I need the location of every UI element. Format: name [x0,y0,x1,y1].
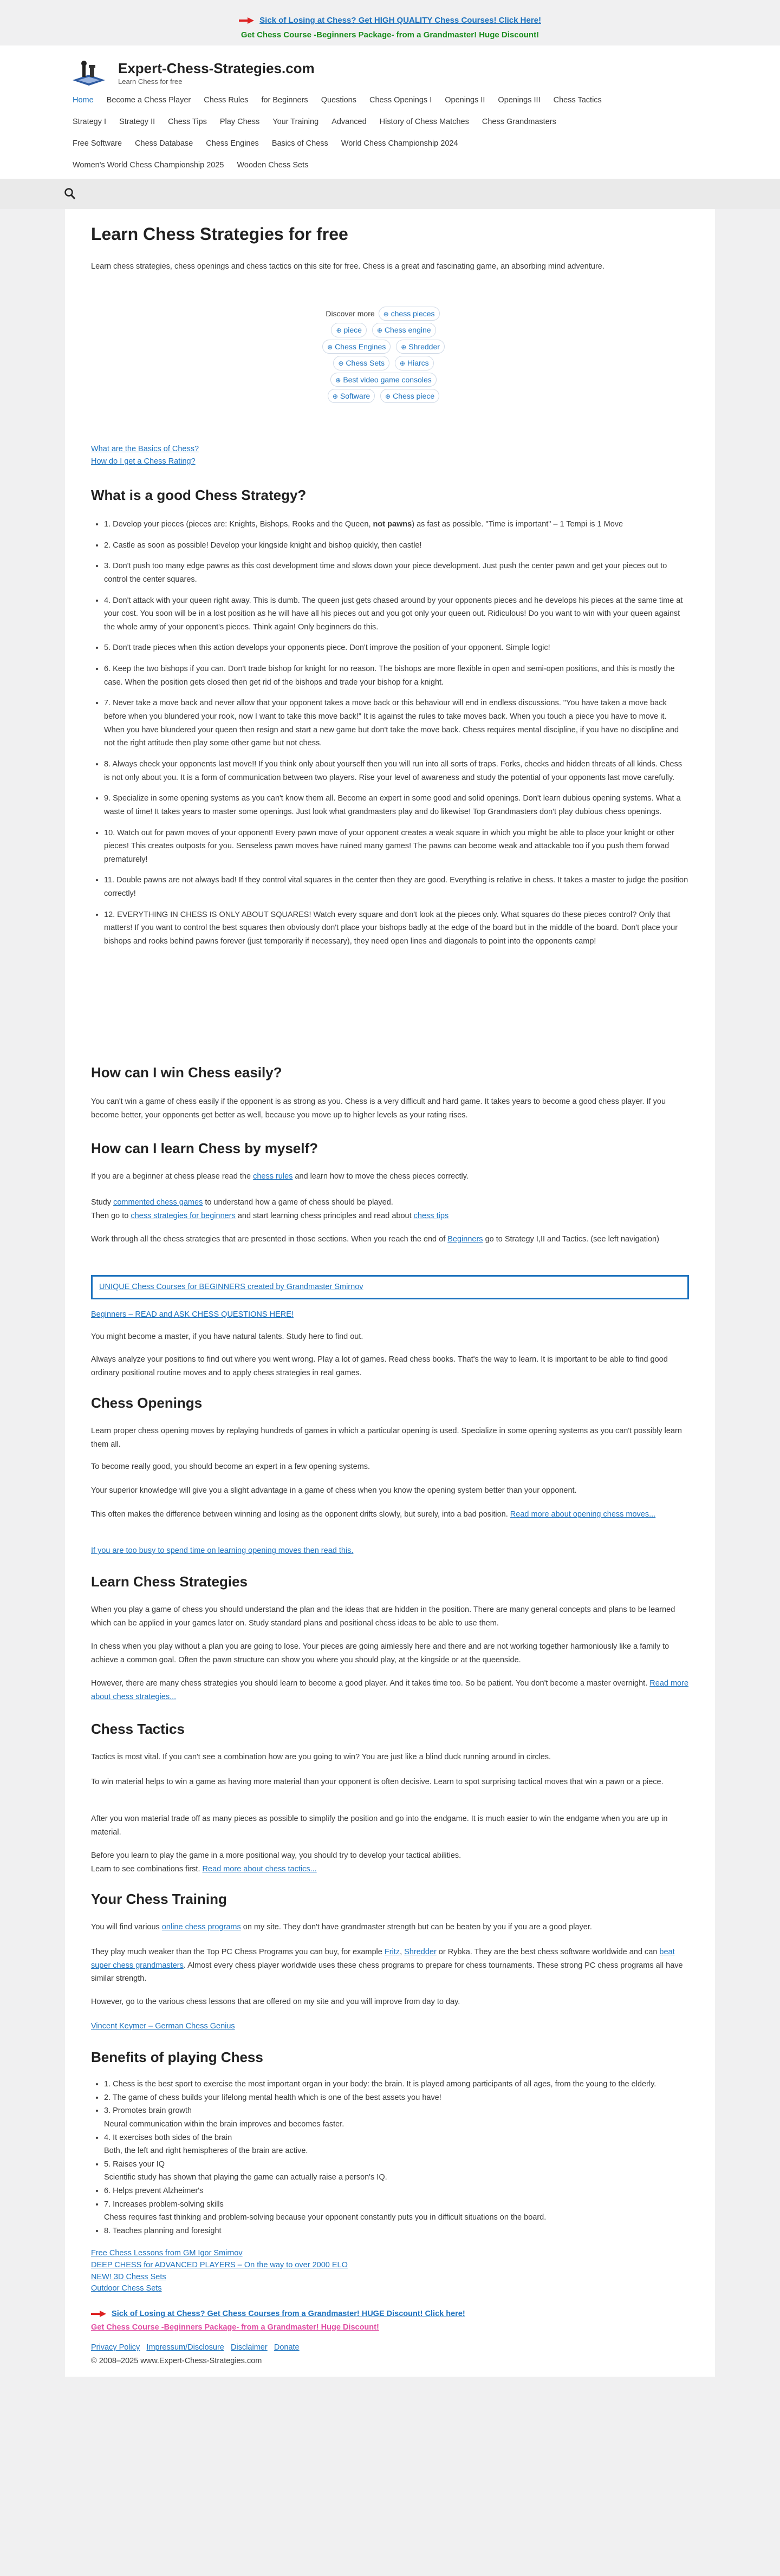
discover-chip[interactable]: ⊕ chess pieces [379,307,440,321]
nav-item-chess-database[interactable]: Chess Database [135,139,193,148]
list-item: • 1. Develop your pieces (pieces are: Knights, Bishops, Rooks and the Queen, not pawns) as fast as possible. "Time is important" – 1 Tempi is 1 Move [104,518,689,531]
strategies-p1: When you play a game of chess you should understand the plan and the ideas that are hidden in the position. There are many general concepts and plans to be learned which can be applied in your games later on. Study standard plans and positional chess ideas to be able to use them. [91,1605,675,1628]
openings-heading: Chess Openings [91,1395,203,1411]
bottom-links [91,2248,348,2295]
red-arrow-icon [91,2311,106,2317]
nav-item-questions[interactable]: Questions [321,96,356,105]
list-item: • 3. Don't push too many edge pawns as this cost development time and slows down your piece development. Just push the center pawn and get your pieces out to control the center squares. [104,560,689,586]
discover-more-label: Discover more [326,309,375,318]
strategies-p2: In chess when you play without a plan you are going to lose. Your pieces are going aimlessly here and there and are not working together harmoniously like a family to achieve a common goal. Often the pawn structure can show you where you should play, at the kingside or at the queenside. [91,1642,670,1664]
chess-strategies-link[interactable]: Read more about chess strategies... [91,1679,689,1701]
site-title[interactable]: Expert-Chess-Strategies.com [118,60,315,76]
nav-item-openings-3[interactable]: Openings III [498,96,541,105]
learn-myself-p1: If you are a beginner at chess please read the chess rules and learn how to move the chess pieces correctly. [91,1172,469,1181]
commented-games-link[interactable]: commented chess games [113,1198,203,1207]
chess-tactics-link[interactable]: Read more about chess tactics... [202,1864,317,1874]
nav-item-become-chess-player[interactable]: Become a Chess Player [106,96,191,105]
discover-chip[interactable]: ⊕ piece [331,323,367,337]
quick-links [91,443,199,468]
list-item: • 5. Don't trade pieces when this action develops your opponents piece. Don't improve the position of your opponent. Simple logic! [104,641,689,655]
bottom-promo-beginners-link[interactable]: Get Chess Course -Beginners Package- from a Grandmaster! Huge Discount! [91,2323,379,2332]
intro-text: Learn chess strategies, chess openings and chess tactics on this site for free. Chess is a great and fascinating game, an absorbing mind adventure. [91,262,604,271]
beginner-course-link[interactable]: UNIQUE Chess Courses for BEGINNERS created by Grandmaster Smirnov [99,1283,363,1291]
chess-rules-link[interactable]: chess rules [253,1172,293,1181]
site-header [0,45,780,179]
main-navigation [66,90,716,177]
tactics-heading: Chess Tactics [91,1721,185,1737]
win-chess-text: You can't win a game of chess easily if the opponent is as strong as you. Chess is a very difficult and hard game. It takes years to become a good chess player. If you become better, your opponents get better as well, because you move up to higher levels as your rating rises. [91,1097,666,1120]
nav-row-4 [66,155,716,177]
beat-grandmasters-link[interactable]: beat super chess grandmasters [91,1948,675,1970]
openings-p2: To become really good, you should become an expert in a few opening systems. [91,1462,370,1471]
nav-item-grandmasters[interactable]: Chess Grandmasters [482,118,556,127]
list-item: • 6. Keep the two bishops if you can. Don't trade bishop for knight for no reason. The bishops are more flexible in open and semi-open positions, and this is mostly the case. When the position gets closed then get rid of the bishops and trade your bishop for a knight. [104,662,689,689]
keymer-link[interactable]: Vincent Keymer – German Chess Genius [91,2022,235,2031]
nav-item-strategy-1[interactable]: Strategy I [73,118,107,127]
nav-item-free-software[interactable]: Free Software [73,139,122,148]
busy-openings-link[interactable]: If you are too busy to spend time on learning opening moves then read this. [91,1546,354,1555]
nav-item-for-beginners[interactable]: for Beginners [261,96,308,105]
beginners-link[interactable]: Beginners [447,1235,483,1244]
bottom-promo-courses-link[interactable]: Sick of Losing at Chess? Get Chess Courses from a Grandmaster! HUGE Discount! Click here! [112,2310,465,2318]
list-item: • 1. Chess is the best sport to exercise the most important organ in your body: the brain. It is played among participants of all ages, from the young to the elderly. [104,2078,689,2091]
top-promo-banner [0,0,780,45]
chess-tips-link[interactable]: chess tips [413,1211,449,1220]
discover-chip[interactable]: ⊕ Chess Sets [333,356,389,370]
chess-board-logo-icon [70,60,107,87]
list-item: • 9. Specialize in some opening systems as you can't know them all. Become an expert in some good and solid openings. Don't learn dubious opening systems. What a waste of time! It takes years to master some openings. Just look what grandmasters play and do likewise! Top Grandmasters don't play dubious chess openings. [104,792,689,818]
search-bar [0,179,780,209]
free-lessons-link[interactable]: Free Chess Lessons from GM Igor Smirnov [91,2249,243,2258]
privacy-policy-link[interactable]: Privacy Policy [91,2343,140,2352]
deep-chess-link[interactable]: DEEP CHESS for ADVANCED PLAYERS – On the way to over 2000 ELO [91,2260,348,2269]
nav-item-chess-tips[interactable]: Chess Tips [168,118,207,127]
discover-chip[interactable]: ⊕ Chess Engines [322,340,391,354]
discover-chip[interactable]: ⊕ Shredder [396,340,445,354]
list-item: • 7. Increases problem-solving skills Chess requires fast thinking and problem-solving because your opponent constantly puts you in difficult situations on the board. [104,2198,689,2224]
nav-item-history-matches[interactable]: History of Chess Matches [379,118,469,127]
benefits-heading: Benefits of playing Chess [91,2049,263,2065]
nav-item-basics-of-chess[interactable]: Basics of Chess [271,139,328,148]
become-master-text: You might become a master, if you have natural talents. Study here to find out. [91,1332,363,1341]
basics-of-chess-link[interactable]: What are the Basics of Chess? [91,445,199,453]
search-icon[interactable] [64,187,76,200]
footer-links [91,2341,304,2354]
shredder-link[interactable]: Shredder [404,1948,437,1956]
nav-item-openings-2[interactable]: Openings II [445,96,485,105]
discover-chip[interactable]: ⊕ Chess engine [372,323,436,337]
training-p1: You will find various online chess programs on my site. They don't have grandmaster strength but can be beaten by you if you are a good player. [91,1923,592,1931]
strategies-beginners-link[interactable]: chess strategies for beginners [131,1211,236,1220]
nav-row-3 [66,133,716,155]
site-tagline: Learn Chess for free [118,77,183,86]
nav-item-chess-rules[interactable]: Chess Rules [204,96,249,105]
nav-item-your-training[interactable]: Your Training [272,118,319,127]
brand[interactable] [70,60,315,87]
discover-chip[interactable]: ⊕ Best video game consoles [330,373,437,387]
disclaimer-link[interactable]: Disclaimer [231,2343,268,2352]
page-title: Learn Chess Strategies for free [91,224,348,244]
list-item: • 4. It exercises both sides of the brain Both, the left and right hemispheres of the brain are active. [104,2131,689,2158]
nav-item-womens-championship-2025[interactable]: Women's World Chess Championship 2025 [73,161,224,170]
list-item: • 2. The game of chess builds your lifelong mental health which is one of the best assets you have! [104,2091,689,2105]
online-programs-link[interactable]: online chess programs [161,1923,241,1931]
nav-item-home[interactable]: Home [73,96,94,105]
list-item: • 8. Teaches planning and foresight [104,2224,689,2238]
list-item: • 3. Promotes brain growth Neural communication within the brain improves and becomes faster. [104,2104,689,2131]
list-item: • 11. Double pawns are not always bad! If they control vital squares in the center then they are good. Everything is relative in chess. It takes a master to judge the position correctly! [104,874,689,900]
openings-p1: Learn proper chess opening moves by replaying hundreds of games in which a particular opening is used. Specialize in some opening systems as you can't possibly learn them all. [91,1427,682,1449]
tactics-p3: After you won material trade off as many pieces as possible to simplify the position and go into the endgame. It is much easier to win the endgame when you are up in material. [91,1814,668,1837]
nav-item-wooden-chess-sets[interactable]: Wooden Chess Sets [237,161,309,170]
benefits-list [91,2078,689,2238]
list-item: • 12. EVERYTHING IN CHESS IS ONLY ABOUT SQUARES! Watch every square and don't look at the pieces only. What squares do these pieces control? Only that matters! If you want to control the best squares then obviously don't place your bishops badly at the edge of the board but in the middle of the board. Don't place your bishops and rooks behind pawns forever (just temporarily if necessary), they need open lines and diagonals to point into the opponents camp! [104,908,689,948]
nav-item-advanced[interactable]: Advanced [332,118,367,127]
opening-moves-link[interactable]: Read more about opening chess moves... [510,1510,656,1519]
copyright: © 2008–2025 www.Expert-Chess-Strategies.com [91,2357,262,2365]
nav-item-world-championship-2024[interactable]: World Chess Championship 2024 [341,139,458,148]
fritz-link[interactable]: Fritz [384,1948,400,1956]
list-item: • 8. Always check your opponents last move!! If you think only about yourself then you will run into all sorts of traps. Forks, checks and hidden threats of all kinds. Chess is not only about you. It is a form of communication between two players. Rise your level of awareness and study the potential of your opponents last move carefully. [104,758,689,784]
list-item: • 4. Don't attack with your queen right away. This is dumb. The queen just gets chased around by your opponents pieces and he develops his pieces at the same time at your cost. You soon will be in a lost position as he will have all his pieces out and you got only your queen out. Ridiculous! Do you want to win with your queen against the whole army of your opponent's pieces. Think again! Only beginners do this. [104,594,689,634]
discover-chip[interactable]: ⊕ Hiarcs [395,356,434,370]
bottom-promo [91,2307,465,2334]
beginner-course-box[interactable] [91,1275,689,1299]
good-strategy-heading: What is a good Chess Strategy? [91,487,307,503]
discover-chip[interactable]: ⊕ Chess piece [380,389,439,403]
strategies-p3: However, there are many chess strategies you should learn to become a good player. And it takes time too. So be patient. You don't become a master overnight. Read more about chess strategies... [91,1679,689,1701]
impressum-link[interactable]: Impressum/Disclosure [146,2343,224,2352]
list-item: • 10. Watch out for pawn moves of your opponent! Every pawn move of your opponent creates a weak square in which you might be able to place your knight or other pieces! This creates outposts for you. Senseless pawn moves have ruined many games! The pawns can become weak and attackable too if you push them forwad prematurely! [104,827,689,867]
analyze-text: Always analyze your positions to find out where you went wrong. Play a lot of games. Read chess books. That's the way to learn. It is important to be able to find good ordinary positional routine moves and to apply chess strategies in real games. [91,1355,668,1377]
chess-rating-link[interactable]: How do I get a Chess Rating? [91,457,196,466]
promo-link-courses[interactable]: Sick of Losing at Chess? Get HIGH QUALITY Chess Courses! Click Here! [259,16,541,25]
list-item: • 2. Castle as soon as possible! Develop your kingside knight and bishop quickly, then castle! [104,539,689,552]
promo-link-beginners[interactable]: Get Chess Course -Beginners Package- from a Grandmaster! Huge Discount! [240,30,540,40]
red-arrow-icon [239,17,254,24]
strategies-heading: Learn Chess Strategies [91,1573,248,1590]
list-item: • 6. Helps prevent Alzheimer's [104,2184,689,2198]
nav-item-chess-engines[interactable]: Chess Engines [206,139,259,148]
nav-row-2 [66,112,716,133]
3d-chess-sets-link[interactable]: NEW! 3D Chess Sets [91,2272,166,2281]
learn-myself-heading: How can I learn Chess by myself? [91,1140,318,1156]
outdoor-chess-sets-link[interactable]: Outdoor Chess Sets [91,2284,162,2293]
win-chess-heading: How can I win Chess easily? [91,1064,282,1081]
tactics-p2: To win material helps to win a game as having more material than your opponent is often decisive. Learn to spot surprising tactical moves that win a pawn or a piece. [91,1778,664,1786]
training-p3: However, go to the various chess lessons that are offered on my site and you will improve from day to day. [91,1998,460,2006]
tactics-p1: Tactics is most vital. If you can't see a combination how are you going to win? You are just like a blind duck running around in circles. [91,1753,551,1761]
tactics-p4: Before you learn to play the game in a more positional way, you should try to develop your tactical abilities. Learn to see combinations first. Read more about chess tactics... [91,1851,461,1874]
list-item: • 7. Never take a move back and never allow that your opponent takes a move back or this behaviour will end in endless discussions. "You have taken a move back before when you blundered your rook, now I want to take this move back!" It is against the rules to take moves back. When you touch a piece you have to move it. When you have blundered your queen then resign and start a new game but don't take the move back. Chess requires mental discipline, if you have no discipline and not the right attitude then play some other game but not chess. [104,697,689,750]
discover-chip[interactable]: ⊕ Software [328,389,375,403]
nav-item-chess-openings-1[interactable]: Chess Openings I [369,96,432,105]
good-strategy-list [91,518,689,956]
donate-link[interactable]: Donate [274,2343,300,2352]
learn-myself-p4: Work through all the chess strategies that are presented in those sections. When you reach the end of Beginners go to Strategy I,II and Tactics. (see left navigation) [91,1235,659,1244]
training-p2: They play much weaker than the Top PC Chess Programs you can buy, for example Fritz, Shredder or Rybka. They are the best chess software worldwide and can beat super chess grandmasters. Almost every chess player worldwide uses these chess programs to prepare for chess tournaments. These strong PC chess programs all have similar strength. [91,1948,683,1983]
openings-p3: Your superior knowledge will give you a slight advantage in a game of chess when you know the opening system better than your opponent. [91,1486,577,1495]
nav-row-1 [66,90,716,112]
list-item: • 5. Raises your IQ Scientific study has shown that playing the game can actually raise a person's IQ. [104,2158,689,2184]
nav-item-strategy-2[interactable]: Strategy II [119,118,155,127]
learn-myself-p2: Study commented chess games to understand how a game of chess should be played. Then go to chess strategies for beginners and start learning chess principles and read about chess tips [91,1198,449,1220]
training-heading: Your Chess Training [91,1891,227,1907]
nav-item-play-chess[interactable]: Play Chess [219,118,260,127]
openings-p4: This often makes the difference between winning and losing as the opponent drifts slowly, but surely, into a bad position. Read more about opening chess moves... [91,1510,656,1519]
discover-more-box [308,305,459,404]
nav-item-chess-tactics[interactable]: Chess Tactics [553,96,602,105]
main-content-area [65,209,715,2377]
beginners-questions-link[interactable]: Beginners – READ and ASK CHESS QUESTIONS HERE! [91,1310,294,1319]
